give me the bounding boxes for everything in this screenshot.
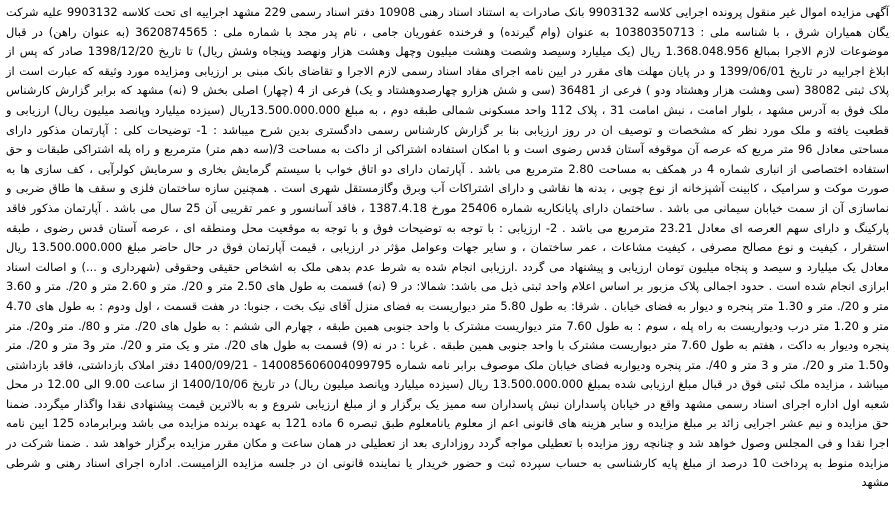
auction-notice-text: آگهی مزایده اموال غیر منقول پرونده اجرایی کلاسه 9903132 بانک صادرات به استناد اسناد رهنی 10908 دفتر اسناد رسمی 229 مشهد اجراییه ای تحت کلاسه 9903132 علیه شرکت یگان همیاران شرق ، با شناسه ملی : 10380350713 به عنوان (وام گیرنده) و فرخنده عفوریان جامی ، نام پدر مجد با شماره ملی : 3620874565 (به عنوان راهن) در قبال موضوعات لازم الاجرا بمبالغ 1.368.048.956 ریال (یک میلیارد وسیصد وشصت وهشت میلیون وچهل وهشت هزار ونهصد وپنجاه وشش ریال) تا تاریخ 1398/12/20 صادر که پس از ابلاغ اجراییه در تاریخ 1399/06/01 و در پایان مهلت های مقرر در ایین نامه اجرای مفاد اسناد رسمی لازم الاجرا و تقاضای بانک مبنی بر ارزیابی ومزایده مورد وثیقه که عبارت است از پلاک ثبتی 38082 (سی وهشت هزار وهشتاد ودو ) فرعی از 36481 (سی و شش هزارو چهارصدوهشتاد و یک) فرعی از 4 (چهار) اصلی بخش 9 (نه) مشهد که برابر گزارش کارشناس ملک فوق به آدرس مشهد ، بلوار امامت ، نبش امامت 31 ، پلاک 112 واحد مسکونی شمالی طبقه دوم ، به مبلغ 13.500.000.000ریال (سیزده میلیارد وپانصد میلیون ریال) ارزیابی و قطعیت یافته و ملک مورد نظر که مشخصات و توصیف ان در روز ارزیابی بنا بر گزارش کارشناس رسمی دادگستری بدین شرح میباشد : 1- توضیحات کلی : آپارتمان مذکور دارای مساحتی معادل 96 متر مربع که عرصه آن موقوفه آستان قدس رضوی است و با امکان استفاده اشتراکی از داکت به مساحت 3/(سه دهم متر) مترمربع و راه پله اشتراکی طبقات و حق استفاده اختصاصی از انباری شماره 4 در همکف به مساحت 2.80 مترمربع می باشد . آپارتمان دارای دو اتاق خواب با سیستم گرمایش بخاری و سرمایش کولرآبی ، کف سازی ها به صورت موکت و سرامیک ، کابینت آشپزخانه از نوع چوبی ، بدنه ها نقاشی و دارای اشتراکات آب وبرق وگازمستقل شهری است . همچنین سازه ساختمان فلزی و سقف ها طاق ضربی و نماسازی آن از سمت خیابان سیمانی می باشد . ساختمان دارای پایانکاریه شماره 25406 مورخ 1387.4.18 ، فاقد آسانسور و عمر تقریبی آن 25 سال می باشد . آپارتمان مذکور فاقد پارکینگ و دارای سهم العرصه ای معادل 23.21 مترمربع می باشد . 2- ارزیابی : با توجه به توضیحات فوق و با توجه به موقعیت محل ومنطقه ای ، عرصه آستان قدس رضوی ، طبقه استقرار ، کیفیت و نوع مصالح مصرفی ، کیفیت مشاعات ، عمر ساختمان ، و سایر جهات وعوامل مؤثر در ارزیابی ، قیمت آپارتمان فوق در حال حاضر مبلغ 13.500.000.000 ریال معادل یک میلیارد و سیصد و پنجاه میلیون تومان ارزیابی و پیشنهاد می گردد .ارزیابی انجام شده به شرط عدم بدهی ملک به اشخاص حقیقی وحقوقی (شهرداری و ...) و اصالت اسناد ابرازی انجام شده است . حدود اجمالی پلاک مزبور بر اساس اعلام واحد ثبتی ذیل می باشد: شمالا: در 9 (نه) قسمت به طول های 2.50 متر و 20/. متر و 2.60 متر و 20/. متر و 3.60 متر و 20/. متر و 1.30 متر پنجره و دیوار به فضای خیابان . شرقا: به طول 5.80 متر دیواریست به فضای منزل آقای نیک بخت ، جنوبا: در هفت قسمت ، اول ودوم : به طول های 4.70 متر و 1.20 متر درب ودیواریست به راه پله ، سوم : به طول 7.60 متر دیواریست مشترک با واحد جنوبی همین طبقه ، چهارم الی ششم : به طول های 20/. متر و 80/. متر و20/. متر پنجره ودیوار به داکت ، هفتم به طول 7.60 متر دیواریست مشترک با واحد جنوبی همین طبقه . غربا : در نه (9) قسمت به طول های 20/. متر و یک متر و 20/. متر و3 متر و 20/. متر و1.50 متر و 20/. متر و 3 متر و 40/. متر پنجره ودیواربه فضای خیابان ملک موصوف برابر نامه شماره 140085606004099795 - 1400/09/21 دفتر املاک بازداشتی، فاقد بازداشتی میباشد ، مزایده ملک ثبتی فوق در قبال مبلغ ارزیابی شده بمبلغ 13.500.000.000 ریال (سیزده میلیارد وپانصد میلیون ریال) در تاریخ 1400/10/06 از ساعت 9.00 الی 12.00 در محل شعبه اول اداره اجرای اسناد رسمی مشهد واقع در خیابان پاسداران نبش پاسداران سه ممیز یک برگزار و از مبلغ ارزیابی شروع و به بالاترین قیمت پیشنهادی نقدا واگذار میگردد. ضمنا حق مزایده و نیم عشر اجرایی زائد بر مبلغ مزایده و سایر هزینه های قانونی اعم از معلوم یانامعلوم طبق تبصره 6 ماده 121 به عهده برنده مزایده می باشد وبرابرماده 125 ایین نامه اجرا نقدا و فی المجلس وصول خواهد شد و چنانچه روز مزایده با تعطیلی مواجه گردد روزاداری بعد از تعطیلی در همان ساعت و مکان مقرر مزایده برگزار خواهد شد . ضمنا شرکت در مزایده منوط به پرداخت 10 درصد از مبلغ پایه کارشناسی به حساب سپرده ثبت و حضور خریدار یا نماینده قانونی ان در جلسه مزایده الزامیست. اداره اجرای اسناد رهنی و شرطی مشهد — [6, 5, 890, 490]
